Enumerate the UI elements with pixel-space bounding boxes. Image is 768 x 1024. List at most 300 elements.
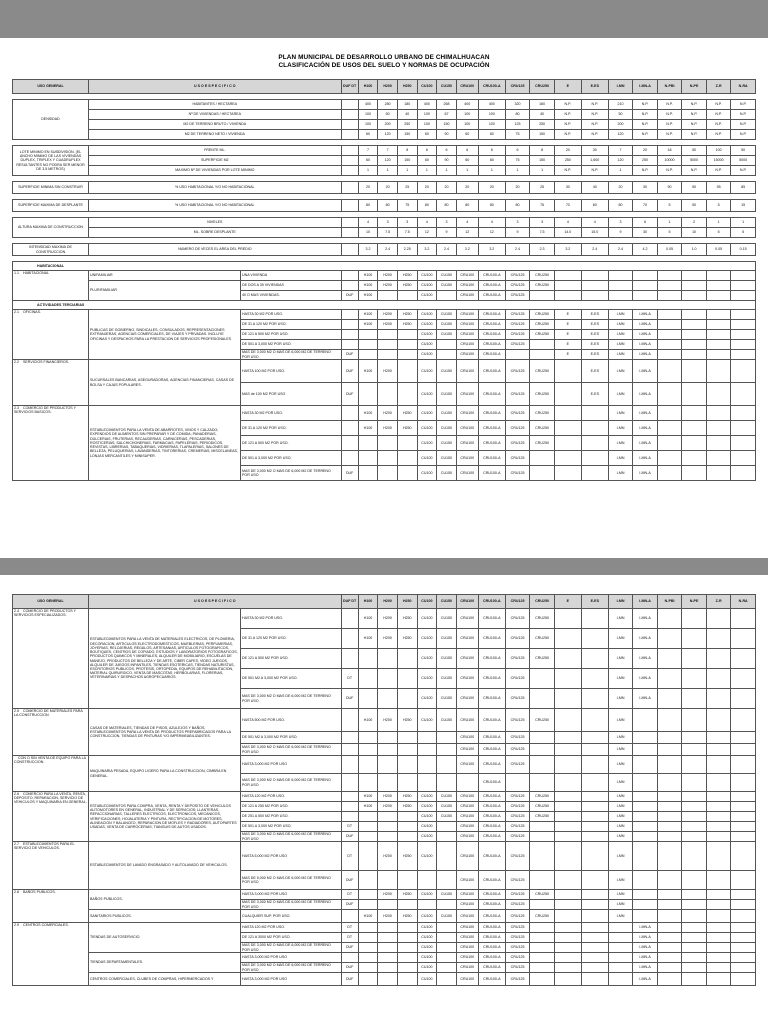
norm-row	[13, 200, 756, 212]
use-zone-value	[530, 871, 555, 890]
use-zone-value	[554, 822, 581, 832]
norm-row	[13, 130, 756, 140]
norm-value: 15	[731, 200, 756, 212]
use-zone-value: CU100	[417, 689, 437, 709]
section-row	[13, 262, 756, 271]
use-zone-value: I-MN	[608, 774, 633, 792]
use-zone-value: CRU100	[456, 842, 478, 871]
use-zone-value	[358, 933, 378, 943]
use-zone-value: H200	[378, 910, 398, 923]
header-col-cu100: CU100	[417, 595, 437, 609]
use-zone-value	[657, 871, 682, 890]
norm-value: 2.4	[505, 244, 530, 256]
use-zone-value	[554, 466, 581, 481]
land-use-row	[13, 281, 756, 291]
use-zone-value	[378, 732, 398, 744]
use-zone-value: CRU100-A	[478, 871, 505, 890]
use-zone-value: CRU100	[456, 890, 478, 900]
norm-value: 400	[358, 100, 378, 110]
norm-cell-duf	[341, 120, 358, 130]
use-size-range: DE 501 M2 A 3,000 M2 POR USO.	[241, 732, 342, 744]
use-zone-value	[581, 933, 608, 943]
norm-value: 1	[608, 166, 633, 176]
use-zone-value: H100	[358, 320, 378, 330]
use-zone-value: CRU125	[505, 933, 530, 943]
use-zone-value	[682, 709, 707, 732]
norm-value: 25	[397, 182, 417, 194]
norm-value: 4	[456, 218, 478, 228]
norm-value: 10	[358, 228, 378, 238]
use-zone-value	[682, 406, 707, 421]
use-zone-value	[581, 973, 608, 986]
header-col-e-es: E-ES	[581, 80, 608, 94]
use-zone-value: CRU100	[456, 792, 478, 802]
norm-value: 0.05	[657, 244, 682, 256]
use-zone-value	[397, 360, 417, 383]
use-zone-value	[706, 973, 731, 986]
norm-value: 90	[657, 182, 682, 194]
norm-value: 40	[397, 110, 417, 120]
norm-label: LOTE MINIMO EN SUBDIVISION. (EL ANCHO MINIMO DE LAS VIVIENDAS DUPLEX, TRIPLEX Y CUADRUPLEX RESULTANTES NO PODRA SER MENOR DE 3.5 METROS)	[13, 146, 89, 176]
norm-value: 12	[478, 228, 505, 238]
land-use-row	[13, 923, 756, 933]
norm-value: N.P.	[581, 100, 608, 110]
use-duf: DT	[341, 842, 358, 871]
use-description: ESTABLECIMIENTOS PARA LA VENTA DE ABARROTES, VINOS Y CALZADO; EXPENDIOS DE ALIMENTOS SIN PREPARAR Y DE COMIDA; PANADERIAS, DULCERIAS, FRUTERIAS, RECAUDERIAS, CARNICERIAS, PESCADERIAS, ROSTICERIAS, SALCHICHONERIAS, FARMACIAS, PAPELERIAS, PERIODICOS, REVISTAS, LIBRERIAS, TABAQUERIAS, VIDRIERIAS, TLAPALERIAS, SALONES DE BELLEZA, PELUQUERIAS, LAVANDERIAS, TINTORERIAS, CREMERIAS, MISCELANEAS, LONJAS MERCANTILES Y MINISUPER.	[89, 406, 241, 481]
use-size-range: MAS DE 3,000 M2 O MAS DE 6,000 M2 DE TERRENO POR USO	[241, 900, 342, 910]
norm-value: 250	[633, 156, 658, 166]
norm-value: 60	[478, 130, 505, 140]
use-zone-value: CRU250	[530, 310, 555, 320]
use-description: ESTABLECIMIENTOS DE LAVADO ENGRASADO Y AUTOLAVADO DE VEHICULOS.	[89, 842, 241, 890]
use-zone-value: H250	[397, 421, 417, 436]
norm-value: 100	[358, 120, 378, 130]
norm-value: 3	[505, 218, 530, 228]
use-zone-value	[397, 963, 417, 973]
use-size-range: DE 251 A 500 M2 POR USO.	[241, 812, 342, 822]
use-zone-value	[554, 890, 581, 900]
use-zone-value	[682, 943, 707, 953]
use-zone-value	[358, 383, 378, 406]
use-zone-value	[657, 340, 682, 350]
norm-value: 1,600	[581, 156, 608, 166]
use-zone-value	[608, 271, 633, 281]
use-zone-value	[706, 953, 731, 963]
use-zone-value: H200	[378, 629, 398, 649]
use-zone-value	[378, 466, 398, 481]
use-zone-value	[581, 774, 608, 792]
use-zone-value: CU150	[437, 451, 457, 466]
norm-value: 1	[657, 218, 682, 228]
use-zone-value	[731, 732, 756, 744]
use-zone-value: CU150	[437, 421, 457, 436]
use-zone-value	[731, 900, 756, 910]
use-zone-value	[657, 271, 682, 281]
use-zone-value	[554, 933, 581, 943]
use-zone-value	[731, 923, 756, 933]
use-zone-value	[706, 340, 731, 350]
use-zone-value	[706, 451, 731, 466]
use-duf	[341, 629, 358, 649]
use-general-name	[13, 609, 89, 709]
use-zone-value	[358, 963, 378, 973]
use-zone-value	[378, 832, 398, 842]
norm-label: DENSIDAD	[13, 100, 89, 140]
use-zone-value	[706, 832, 731, 842]
use-zone-value: I-MN	[608, 822, 633, 832]
norm-value: 50	[378, 110, 398, 120]
use-size-range: HASTA 3,000 M2 POR USO	[241, 953, 342, 963]
use-zone-value	[581, 281, 608, 291]
use-zone-value	[581, 923, 608, 933]
use-zone-value	[682, 900, 707, 910]
use-zone-value	[437, 340, 457, 350]
use-zone-value	[731, 649, 756, 669]
use-zone-value	[358, 756, 378, 774]
norm-value: 5000	[731, 156, 756, 166]
use-zone-value	[358, 822, 378, 832]
use-zone-value: I-MN	[608, 466, 633, 481]
use-zone-value: H200	[378, 802, 398, 812]
use-duf	[341, 910, 358, 923]
use-zone-value	[682, 822, 707, 832]
use-zone-value	[731, 774, 756, 792]
use-zone-value: I-MN-A	[633, 383, 658, 406]
use-zone-value	[581, 910, 608, 923]
use-zone-value	[657, 923, 682, 933]
use-zone-value	[682, 910, 707, 923]
use-zone-value	[657, 436, 682, 451]
use-zone-value	[581, 732, 608, 744]
use-zone-value	[437, 291, 457, 301]
use-zone-value	[397, 466, 417, 481]
use-zone-value	[682, 923, 707, 933]
use-name: COMERCIO DE PRODUCTOS Y SERVICIOS BASICOS.	[14, 406, 76, 415]
use-duf	[341, 744, 358, 756]
use-zone-value	[581, 802, 608, 812]
use-name: SERVICIOS FINANCIEROS.	[23, 360, 70, 364]
norm-cell-duf	[341, 156, 358, 166]
header-col-h100: H100	[358, 595, 378, 609]
use-zone-value	[530, 900, 555, 910]
use-zone-value	[633, 756, 658, 774]
use-zone-value	[530, 822, 555, 832]
use-zone-value: H200	[378, 271, 398, 281]
use-duf	[341, 649, 358, 669]
use-zone-value: CRU100-A	[478, 943, 505, 953]
use-zone-value	[608, 933, 633, 943]
use-zone-value: CRU125	[505, 406, 530, 421]
norm-row	[13, 166, 756, 176]
use-zone-value: CRU125	[505, 421, 530, 436]
use-zone-value	[706, 812, 731, 822]
use-zone-value	[358, 774, 378, 792]
use-zone-value: CU150	[437, 669, 457, 689]
use-zone-value	[633, 871, 658, 890]
use-description: UNIFAMILIAR	[89, 271, 241, 281]
use-zone-value	[530, 291, 555, 301]
use-zone-value: CRU100	[456, 271, 478, 281]
use-zone-value: CRU125	[505, 709, 530, 732]
use-zone-value: CRU125	[505, 436, 530, 451]
use-size-range: DE 31 A 120 M2 POR USO.	[241, 421, 342, 436]
use-zone-value	[554, 709, 581, 732]
header-col-z-r: Z-R	[706, 595, 731, 609]
use-zone-value	[530, 669, 555, 689]
use-duf	[341, 709, 358, 732]
use-zone-value: CRU100-A	[478, 330, 505, 340]
use-zone-value: H200	[378, 890, 398, 900]
norm-label: ALTURA MAXIMA DE CONSTRUCCION	[13, 218, 89, 238]
use-zone-value: CU100	[417, 421, 437, 436]
use-size-range: DE 501 M2 A 3,000 M2 POR USO.	[241, 669, 342, 689]
header-col-cru125: CRU125	[505, 80, 530, 94]
use-code: 2.1	[14, 310, 19, 314]
use-zone-value: CU100	[417, 436, 437, 451]
norm-value: N.P.	[706, 166, 731, 176]
use-zone-value: I-MN-A	[633, 923, 658, 933]
use-zone-value	[706, 466, 731, 481]
norm-value: 1	[378, 166, 398, 176]
use-zone-value: CRU100	[456, 953, 478, 963]
norm-value: 80	[417, 200, 437, 212]
use-duf: DUF	[341, 291, 358, 301]
use-zone-value: I-MN	[608, 350, 633, 360]
use-zone-value: CRU100-A	[478, 756, 505, 774]
header-col-cru250: CRU250	[530, 80, 555, 94]
use-zone-value	[682, 774, 707, 792]
use-zone-value	[530, 973, 555, 986]
use-zone-value: CRU125	[505, 802, 530, 812]
norm-value: 20	[358, 182, 378, 194]
norm-value: 0.15	[731, 244, 756, 256]
use-name: BAÑOS PUBLICOS.	[23, 890, 56, 894]
use-size-range: MAS DE 3,000 M2 O MAS DE 6,000 M2 DE TERRENO POR USO	[241, 832, 342, 842]
use-zone-value	[358, 340, 378, 350]
use-zone-value	[378, 340, 398, 350]
use-zone-value: CRU250	[530, 910, 555, 923]
use-zone-value: I-MN-A	[633, 421, 658, 436]
use-zone-value: I-MN	[608, 732, 633, 744]
use-duf: DUF	[341, 350, 358, 360]
use-size-range: MAS DE 3,000 M2 O MAS DE 6,000 M2 DE TERRENO POR USO	[241, 689, 342, 709]
norm-value: N.P.	[682, 120, 707, 130]
header-col-h200: H200	[378, 80, 398, 94]
use-zone-value: I-MN-A	[633, 629, 658, 649]
use-zone-value: CRU100-A	[478, 383, 505, 406]
norm-value: 80	[378, 200, 398, 212]
use-zone-value	[706, 871, 731, 890]
use-zone-value: E-ES	[581, 350, 608, 360]
use-zone-value	[437, 973, 457, 986]
use-zone-value	[706, 310, 731, 320]
use-zone-value: CRU250	[530, 330, 555, 340]
norm-value: N.P.	[731, 100, 756, 110]
use-zone-value	[530, 774, 555, 792]
use-name: COMERCIO DE MATERIALES PARA LA CONSTRUCCION	[14, 709, 83, 718]
use-zone-value	[530, 466, 555, 481]
use-zone-value: CRU100-A	[478, 281, 505, 291]
use-zone-value	[554, 732, 581, 744]
use-zone-value	[397, 436, 417, 451]
norm-value: 100	[417, 120, 437, 130]
use-zone-value	[554, 774, 581, 792]
use-zone-value: CRU250	[530, 271, 555, 281]
use-zone-value: I-MN	[608, 900, 633, 910]
norm-sub-label: MAXIMO Nº DE VIVIENDAS POR LOTE MINIMO	[89, 166, 342, 176]
use-zone-value: I-MN-A	[633, 436, 658, 451]
use-zone-value: CRU100-A	[478, 973, 505, 986]
use-zone-value	[530, 963, 555, 973]
use-zone-value: I-MN-A	[633, 943, 658, 953]
use-zone-value: H200	[378, 360, 398, 383]
norm-row	[13, 218, 756, 228]
norm-value: N.P.	[706, 110, 731, 120]
header-col-z-r: Z-R	[706, 80, 731, 94]
use-zone-value	[706, 890, 731, 900]
use-zone-value	[731, 890, 756, 900]
use-zone-value	[378, 933, 398, 943]
use-zone-value: CU100	[417, 822, 437, 832]
use-zone-value: CRU125	[505, 756, 530, 774]
use-zone-value: CRU100	[456, 350, 478, 360]
norm-value: 2.4	[378, 244, 398, 256]
use-zone-value	[633, 792, 658, 802]
use-zone-value: CRU100-A	[478, 340, 505, 350]
use-zone-value	[657, 709, 682, 732]
use-duf	[341, 609, 358, 629]
use-size-range: DE 31 A 120 M2 POR USO.	[241, 320, 342, 330]
use-zone-value	[397, 923, 417, 933]
norm-value: 67	[437, 110, 457, 120]
use-zone-value: I-MN-A	[633, 350, 658, 360]
use-zone-value: I-MN-A	[633, 689, 658, 709]
use-zone-value	[397, 943, 417, 953]
use-zone-value: H200	[378, 792, 398, 802]
use-size-range: MAS DE 3,000 M2 O MAS DE 6,000 M2 DE TERRENO POR USO	[241, 350, 342, 360]
use-zone-value	[581, 871, 608, 890]
use-zone-value: CU150	[437, 890, 457, 900]
header-col-n-pe: N-PE	[682, 80, 707, 94]
use-zone-value	[731, 629, 756, 649]
use-zone-value	[731, 360, 756, 383]
use-zone-value	[358, 350, 378, 360]
use-zone-value: I-MN-A	[633, 669, 658, 689]
use-zone-value	[657, 792, 682, 802]
use-zone-value: CU100	[417, 963, 437, 973]
norm-value: N.P.	[731, 110, 756, 120]
use-zone-value	[530, 340, 555, 350]
use-zone-value	[633, 709, 658, 732]
use-zone-value	[682, 350, 707, 360]
norm-value: 0.05	[706, 244, 731, 256]
use-zone-value: H200	[378, 320, 398, 330]
use-zone-value: CRU100-A	[478, 669, 505, 689]
use-size-range: MAS DE 3,000 M2 O MAS DE 6,000 M2 DE TERRENO POR USO	[241, 963, 342, 973]
use-zone-value: CU100	[417, 933, 437, 943]
use-zone-value: CRU100	[456, 910, 478, 923]
use-zone-value: CRU125	[505, 822, 530, 832]
norm-value: 3	[608, 218, 633, 228]
norm-value: 280	[378, 100, 398, 110]
norm-value: N.P.	[554, 166, 581, 176]
norm-value: 50	[682, 146, 707, 156]
use-zone-value	[397, 669, 417, 689]
use-zone-value: H100	[358, 609, 378, 629]
use-description: TIENDAS DEPARTAMENTALES.	[89, 953, 241, 973]
use-size-range: MAS DE 3,000 M2 O MAS DE 6,000 M2 DE TERRENO POR USO	[241, 744, 342, 756]
use-zone-value: CRU100	[456, 689, 478, 709]
use-zone-value: CRU125	[505, 310, 530, 320]
use-zone-value	[682, 281, 707, 291]
use-zone-value: I-MN	[608, 812, 633, 822]
use-zone-value	[554, 756, 581, 774]
norm-value: 6	[633, 218, 658, 228]
use-zone-value	[731, 963, 756, 973]
norm-value: 5	[731, 228, 756, 238]
use-zone-value	[657, 910, 682, 923]
norm-value: N.P.	[706, 120, 731, 130]
norm-value: 5	[657, 200, 682, 212]
use-zone-value: I-MN	[608, 649, 633, 669]
use-zone-value: CU100	[417, 812, 437, 822]
use-zone-value	[657, 890, 682, 900]
use-zone-value	[657, 973, 682, 986]
use-zone-value: E-ES	[581, 330, 608, 340]
use-size-range: DE 121 A 250 M2 POR USO.	[241, 802, 342, 812]
norm-value: 3	[437, 218, 457, 228]
use-zone-value	[397, 330, 417, 340]
use-duf: DUF	[341, 832, 358, 842]
use-zone-value	[397, 340, 417, 350]
header-col-h250: H250	[397, 80, 417, 94]
norm-value: N.P.	[731, 166, 756, 176]
use-zone-value	[706, 933, 731, 943]
norm-value: 400	[417, 100, 437, 110]
norm-row	[13, 156, 756, 166]
use-zone-value: CRU250	[530, 436, 555, 451]
use-description: CENTROS COMERCIALES, CLUBES DE COMPRAS, HIPERMERCADOS Y	[89, 973, 241, 986]
use-zone-value: I-MN-A	[633, 609, 658, 629]
norm-value: 4	[554, 218, 581, 228]
use-zone-value: CRU100-A	[478, 802, 505, 812]
use-description: SUCURSALES BANCARIAS, ASEGURADORAS, AGENCIAS FINANCIERAS, CASAS DE BOLSA Y CAJAS POPULARES.	[89, 360, 241, 406]
norm-value: 100	[478, 120, 505, 130]
use-zone-value: CRU100	[456, 406, 478, 421]
use-zone-value: I-MN	[608, 360, 633, 383]
use-zone-value	[657, 629, 682, 649]
use-general-name	[13, 923, 89, 986]
use-zone-value	[397, 933, 417, 943]
norm-value: 3.2	[358, 244, 378, 256]
use-zone-value: CRU100-A	[478, 792, 505, 802]
use-zone-value	[731, 310, 756, 320]
use-code: 2.7	[14, 842, 19, 846]
use-zone-value: CRU100	[456, 649, 478, 669]
use-zone-value	[682, 360, 707, 383]
use-zone-value: CU100	[417, 629, 437, 649]
use-zone-value	[554, 910, 581, 923]
norm-value: 15000	[706, 156, 731, 166]
norm-value: 20	[417, 182, 437, 194]
use-zone-value: H100	[358, 792, 378, 802]
use-zone-value: CRU100	[456, 744, 478, 756]
use-zone-value	[633, 744, 658, 756]
norm-value: 400	[478, 100, 505, 110]
use-name: CENTROS COMERCIALES.	[23, 923, 69, 927]
use-zone-value: I-MN	[608, 802, 633, 812]
use-zone-value: CRU100	[456, 281, 478, 291]
